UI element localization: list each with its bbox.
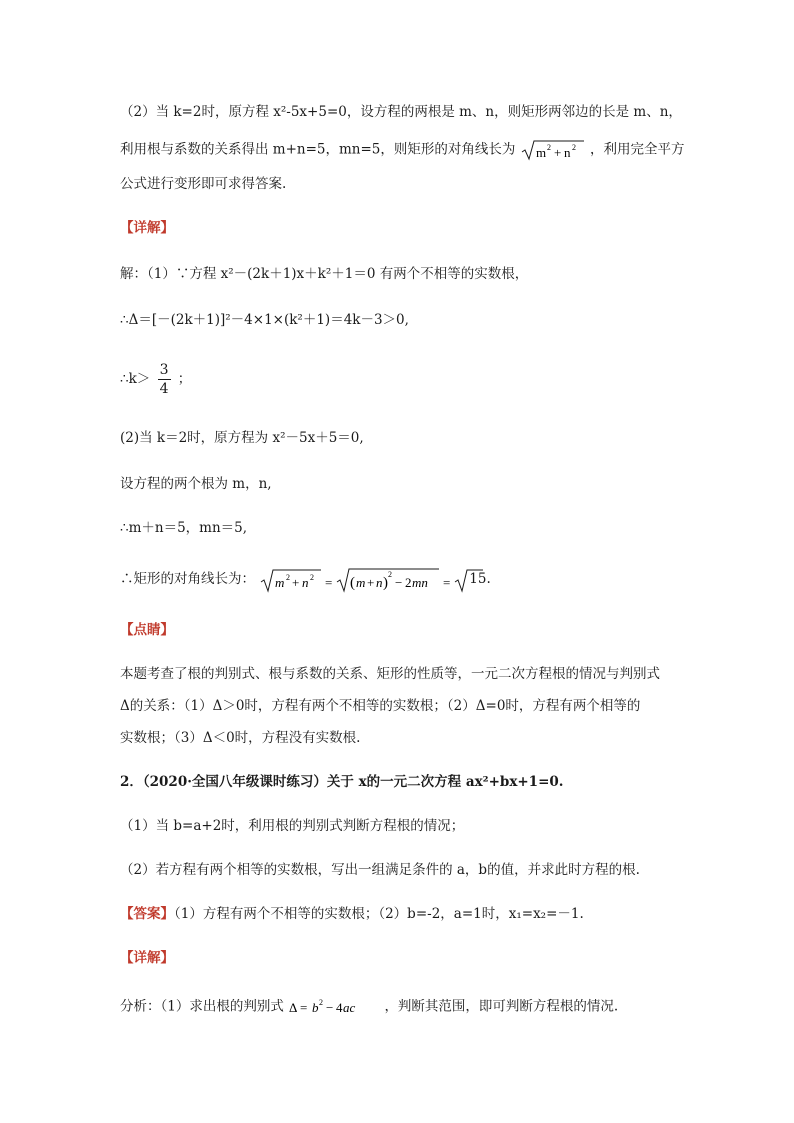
text-line: (2)当 k＝2时，原方程为 x²－5x＋5＝0, xyxy=(120,430,364,446)
svg-text:+: + xyxy=(292,574,300,590)
fraction-three-quarters xyxy=(158,361,171,398)
fraction-numerator: 3 xyxy=(159,362,169,378)
svg-text:4: 4 xyxy=(336,1000,343,1015)
svg-text:−: − xyxy=(395,574,403,590)
text-line: （2）当 k=2时，原方程 x²-5x+5=0，设方程的两根是 m、n，则矩形两邻边的长是 m、n， xyxy=(120,104,682,120)
svg-text:2: 2 xyxy=(546,143,551,152)
text-line xyxy=(120,996,618,1018)
svg-text:2: 2 xyxy=(405,574,412,590)
svg-text:n: n xyxy=(376,574,383,590)
svg-text:n: n xyxy=(563,145,571,160)
text-segment: ∴k＞ xyxy=(120,371,151,387)
svg-text:2: 2 xyxy=(310,572,315,582)
svg-text:mn: mn xyxy=(412,574,429,590)
answer-line xyxy=(120,904,584,924)
text-line: 解：（1）∵方程 x²－(2k＋1)x＋k²＋1＝0 有两个不相等的实数根， xyxy=(120,266,529,282)
text-line: ∴m＋n＝5，mn＝5, xyxy=(120,520,248,536)
svg-text:m: m xyxy=(356,574,366,590)
fraction-denominator: 4 xyxy=(159,381,169,397)
svg-text:Δ: Δ xyxy=(289,1000,298,1015)
text-line: 设方程的两个根为 m，n, xyxy=(120,476,272,492)
answer-text: （1）方程有两个不相等的实数根；（2）b=-2，a=1时，x₁=x₂=－1. xyxy=(174,906,584,922)
section-heading-detail: 【详解】 xyxy=(120,220,174,236)
text-segment: ，利用完全平方 xyxy=(590,141,685,158)
svg-text:+: + xyxy=(367,574,375,590)
svg-text:m: m xyxy=(535,145,546,160)
text-segment: ； xyxy=(177,371,192,387)
text-line: ∴Δ＝[－(2k＋1)]²－4×1×(k²＋1)＝4k－3＞0, xyxy=(120,312,409,328)
text-line: 实数根；（3）Δ＜0时，方程没有实数根. xyxy=(120,730,361,746)
text-line: Δ的关系：（1）Δ＞0时，方程有两个不相等的实数根；（2）Δ=0时，方程有两个相等的 xyxy=(120,698,641,714)
text-segment: ，判断其范围，即可判断方程根的情况. xyxy=(384,998,619,1015)
text-line: （1）当 b=a+2时，利用根的判别式判断方程根的情况； xyxy=(120,818,465,834)
text-line: 本题考查了根的判别式、根与系数的关系、矩形的性质等，一元二次方程根的情况与判别式 xyxy=(120,666,660,682)
svg-text:+: + xyxy=(553,145,562,160)
svg-text:2: 2 xyxy=(571,143,576,152)
text-segment: ∴矩形的对角线长为： xyxy=(120,571,255,587)
svg-text:n: n xyxy=(302,574,309,590)
section-heading-point: 【点睛】 xyxy=(120,622,174,638)
text-segment: 利用根与系数的关系得出 m+n=5，mn=5，则矩形的对角线长为 xyxy=(120,141,516,158)
text-segment: . xyxy=(486,571,491,587)
svg-text:=: = xyxy=(300,1000,308,1015)
svg-text:m: m xyxy=(275,574,285,590)
discriminant-formula xyxy=(288,996,380,1018)
text-line xyxy=(120,564,491,594)
question-title: 2．（2020·全国八年级课时练习）关于 x的一元二次方程 ax²+bx+1=0. xyxy=(120,774,564,790)
sqrt-m2-n2-formula xyxy=(520,138,586,162)
svg-text:=: = xyxy=(325,574,333,590)
section-heading-answer: 【答案】 xyxy=(120,906,174,922)
svg-text:b: b xyxy=(312,1000,319,1015)
section-heading-detail: 【详解】 xyxy=(120,950,174,966)
svg-text:(: ( xyxy=(350,574,356,591)
text-line xyxy=(120,138,685,162)
svg-text:2: 2 xyxy=(319,998,324,1007)
diagonal-formula xyxy=(259,566,485,594)
text-segment: 分析：（1）求出根的判别式 xyxy=(120,998,284,1015)
text-line xyxy=(120,358,191,400)
text-line: 公式进行变形即可求得答案. xyxy=(120,176,287,192)
svg-text:): ) xyxy=(383,574,389,591)
svg-text:ac: ac xyxy=(343,1000,356,1015)
text-line: （2）若方程有两个相等的实数根，写出一组满足条件的 a，b的值，并求此时方程的根. xyxy=(120,862,640,878)
svg-text:=: = xyxy=(443,574,451,590)
svg-text:−: − xyxy=(326,1000,334,1015)
svg-text:2: 2 xyxy=(286,572,291,582)
sqrt-radicand: 15 xyxy=(469,571,487,587)
svg-text:2: 2 xyxy=(388,569,393,579)
